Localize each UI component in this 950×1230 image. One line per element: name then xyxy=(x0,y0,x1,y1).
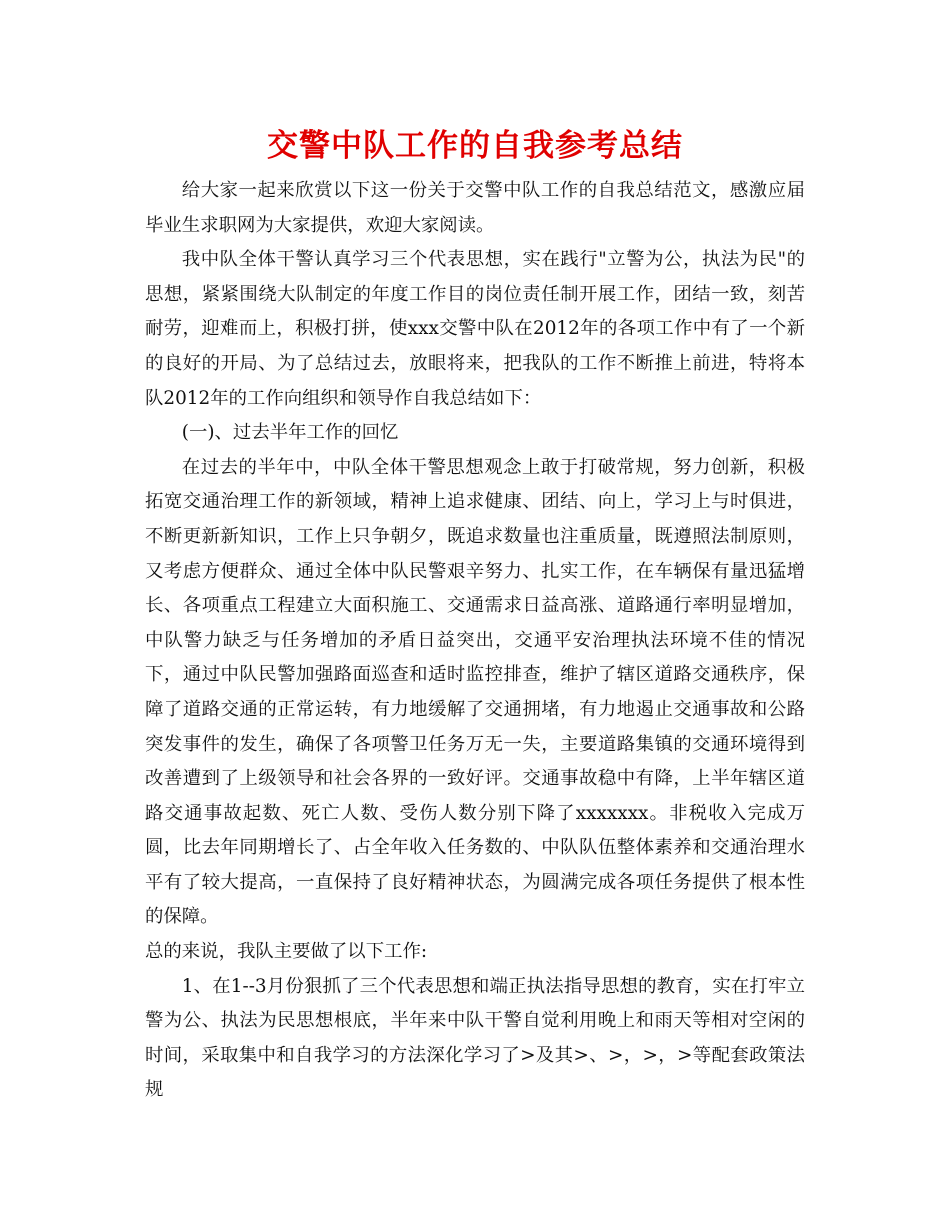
paragraph-summary-lead: 总的来说，我队主要做了以下工作: xyxy=(145,941,428,963)
paragraph-intro: 给大家一起来欣赏以下这一份关于交警中队工作的自我总结范文，感激应届毕业生求职网为大家提供，欢迎大家阅读。 xyxy=(145,180,805,236)
paragraph-item-1: 1、在1--3月份狠抓了三个代表思想和端正执法指导思想的教育，实在打牢立警为公、执法为民思想根底，半年来中队干警自觉利用晚上和雨天等相对空闲的时间，采取集中和自我学习的方法深化学习了>及其>、>，>，>等配套政策法规 xyxy=(145,975,805,1101)
section-heading: (一)、过去半年工作的回忆 xyxy=(181,422,399,444)
paragraph-review: 在过去的半年中，中队全体干警思想观念上敢于打破常规，努力创新，积极拓宽交通治理工作的新领域，精神上追求健康、团结、向上，学习上与时俱进，不断更新新知识，工作上只争朝夕，既追求数量也注重质量，既遵照法制原则，又考虑方便群众、通过全体中队民警艰辛努力、扎实工作，在车辆保有量迅猛增长、各项重点工程建立大面积施工、交通需求日益高涨、道路通行率明显增加，中队警力缺乏与任务增加的矛盾日益突出，交通平安治理执法环境不佳的情况下，通过中队民警加强路面巡查和适时监控排查，维护了辖区道路交通秩序，保障了道路交通的正常运转，有力地缓解了交通拥堵，有力地遏止交通事故和公路突发事件的发生，确保了各项警卫任务万无一失，主要道路集镇的交通环境得到改善遭到了上级领导和社会各界的一致好评。交通事故稳中有降，上半年辖区道路交通事故起数、死亡人数、受伤人数分别下降了xxxxxxx。非税收入完成万圆，比去年同期增长了、占全年收入任务数的、中队队伍整体素养和交通治理水平有了较大提高，一直保持了良好精神状态，为圆满完成各项任务提供了根本性的保障。 xyxy=(145,456,805,928)
paragraph-overview: 我中队全体干警认真学习三个代表思想，实在践行"立警为公，执法为民"的思想，紧紧围绕大队制定的年度工作目的岗位责任制开展工作，团结一致，刻苦耐劳，迎难而上，积极打拼，使xxx交警中队在2012年的各项工作中有了一个新的良好的开局、为了总结过去，放眼将来，把我队的工作不断推上前进，特将本队2012年的工作向组织和领导作自我总结如下： xyxy=(145,249,805,409)
document-title: 交警中队工作的自我参考总结 xyxy=(267,128,683,164)
